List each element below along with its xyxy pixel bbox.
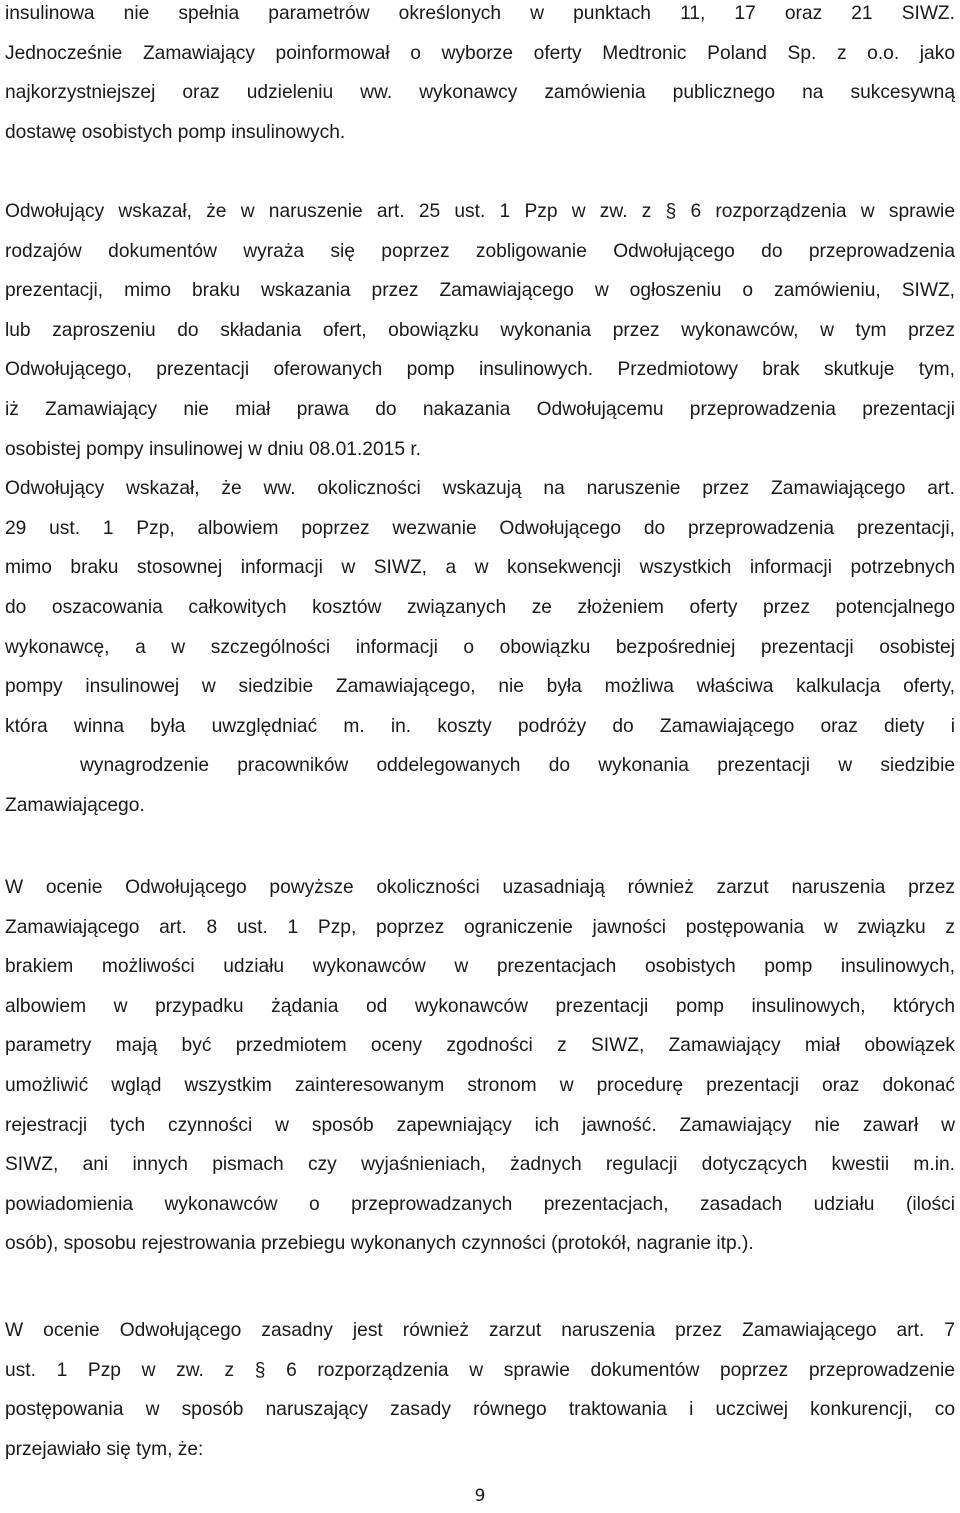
- text-line: pompy insulinowej w siedzibie Zamawiającego, nie była możliwa właściwa kalkulacja oferty,: [5, 676, 955, 698]
- text-line: albowiem w przypadku żądania od wykonawców prezentacji pomp insulinowych, których: [5, 995, 955, 1017]
- text-line: 29 ust. 1 Pzp, albowiem poprzez wezwanie Odwołującego do przeprowadzenia prezentacji,: [5, 517, 955, 539]
- text-line: Jednocześnie Zamawiający poinformował o wyborze oferty Medtronic Poland Sp. z o.o. jako: [5, 42, 955, 64]
- text-line: SIWZ, ani innych pismach czy wyjaśnieniach, żadnych regulacji dotyczących kwestii m.in.: [5, 1154, 955, 1176]
- text-line: W ocenie Odwołującego zasadny jest również zarzut naruszenia przez Zamawiającego art. 7: [5, 1320, 955, 1341]
- text-line: Odwołujący wskazał, że ww. okoliczności wskazują na naruszenie przez Zamawiającego art.: [5, 478, 955, 500]
- text-line: ust. 1 Pzp w zw. z § 6 rozporządzenia w sprawie dokumentów poprzez przeprowadzenie: [5, 1359, 955, 1381]
- page-number: 9: [474, 1486, 486, 1506]
- text-line: powiadomienia wykonawców o przeprowadzanych prezentacjach, zasadach udziału (ilości: [5, 1193, 955, 1215]
- text-line: umożliwić wgląd wszystkim zainteresowanym stronom w procedurę prezentacji oraz dokonać: [5, 1074, 955, 1096]
- text-line: brakiem możliwości udziału wykonawców w prezentacjach osobistych pomp insulinowych,: [5, 956, 955, 978]
- text-line: prezentacji, mimo braku wskazania przez Zamawiającego w ogłoszeniu o zamówieniu, SIWZ,: [5, 280, 955, 302]
- text-line: rodzajów dokumentów wyraża się poprzez zobligowanie Odwołującego do przeprowadzenia: [5, 240, 955, 262]
- text-line: Zamawiającego art. 8 ust. 1 Pzp, poprzez ograniczenie jawności postępowania w związku z: [5, 916, 955, 938]
- text-line: wynagrodzenie pracowników oddelegowanych do wykonania prezentacji w siedzibie: [80, 755, 955, 777]
- paragraph-3: [5, 868, 955, 1264]
- text-line: postępowania w sposób naruszający zasady równego traktowania i uczciwej konkurencji, co: [5, 1399, 955, 1421]
- text-line: rejestracji tych czynności w sposób zapewniający ich jawność. Zamawiający nie zawarł w: [5, 1114, 955, 1136]
- text-line: parametry mają być przedmiotem oceny zgodności z SIWZ, Zamawiający miał obowiązek: [5, 1035, 955, 1057]
- text-line: przejawiało się tym, że:: [5, 1438, 204, 1460]
- text-line: najkorzystniejszej oraz udzieleniu ww. wykonawcy zamówienia publicznego na sukcesywną: [5, 82, 955, 104]
- text-line: która winna była uwzględniać m. in. koszty podróży do Zamawiającego oraz diety i: [5, 715, 955, 737]
- paragraph-2: [5, 192, 955, 826]
- text-line: dostawę osobistych pomp insulinowych.: [5, 121, 346, 143]
- text-line: osobistej pompy insulinowej w dniu 08.01.2015 r.: [5, 438, 421, 460]
- text-line: Odwołującego, prezentacji oferowanych pomp insulinowych. Przedmiotowy brak skutkuje tym,: [5, 359, 955, 381]
- text-line: do oszacowania całkowitych kosztów związanych ze złożeniem oferty przez potencjalnego: [5, 596, 955, 618]
- text-line: mimo braku stosownej informacji w SIWZ, a w konsekwencji wszystkich informacji potrzebnych: [5, 557, 955, 579]
- text-line: wykonawcę, a w szczególności informacji o obowiązku bezpośredniej prezentacji osobistej: [5, 636, 955, 658]
- text-line: Zamawiającego.: [5, 794, 145, 816]
- text-line: insulinowa nie spełnia parametrów określonych w punktach 11, 17 oraz 21 SIWZ.: [5, 3, 955, 24]
- paragraph-1: [5, 0, 955, 152]
- paragraph-4: [5, 1311, 955, 1469]
- text-line: osób), sposobu rejestrowania przebiegu wykonanych czynności (protokół, nagranie itp.).: [5, 1233, 754, 1255]
- text-line: W ocenie Odwołującego powyższe okoliczności uzasadniają również zarzut naruszenia przez: [5, 877, 955, 898]
- text-line: Odwołujący wskazał, że w naruszenie art. 25 ust. 1 Pzp w zw. z § 6 rozporządzenia w sprawie: [5, 201, 955, 222]
- text-line: lub zaproszeniu do składania ofert, obowiązku wykonania przez wykonawców, w tym przez: [5, 319, 955, 341]
- text-line: iż Zamawiający nie miał prawa do nakazania Odwołującemu przeprowadzenia prezentacji: [5, 398, 955, 420]
